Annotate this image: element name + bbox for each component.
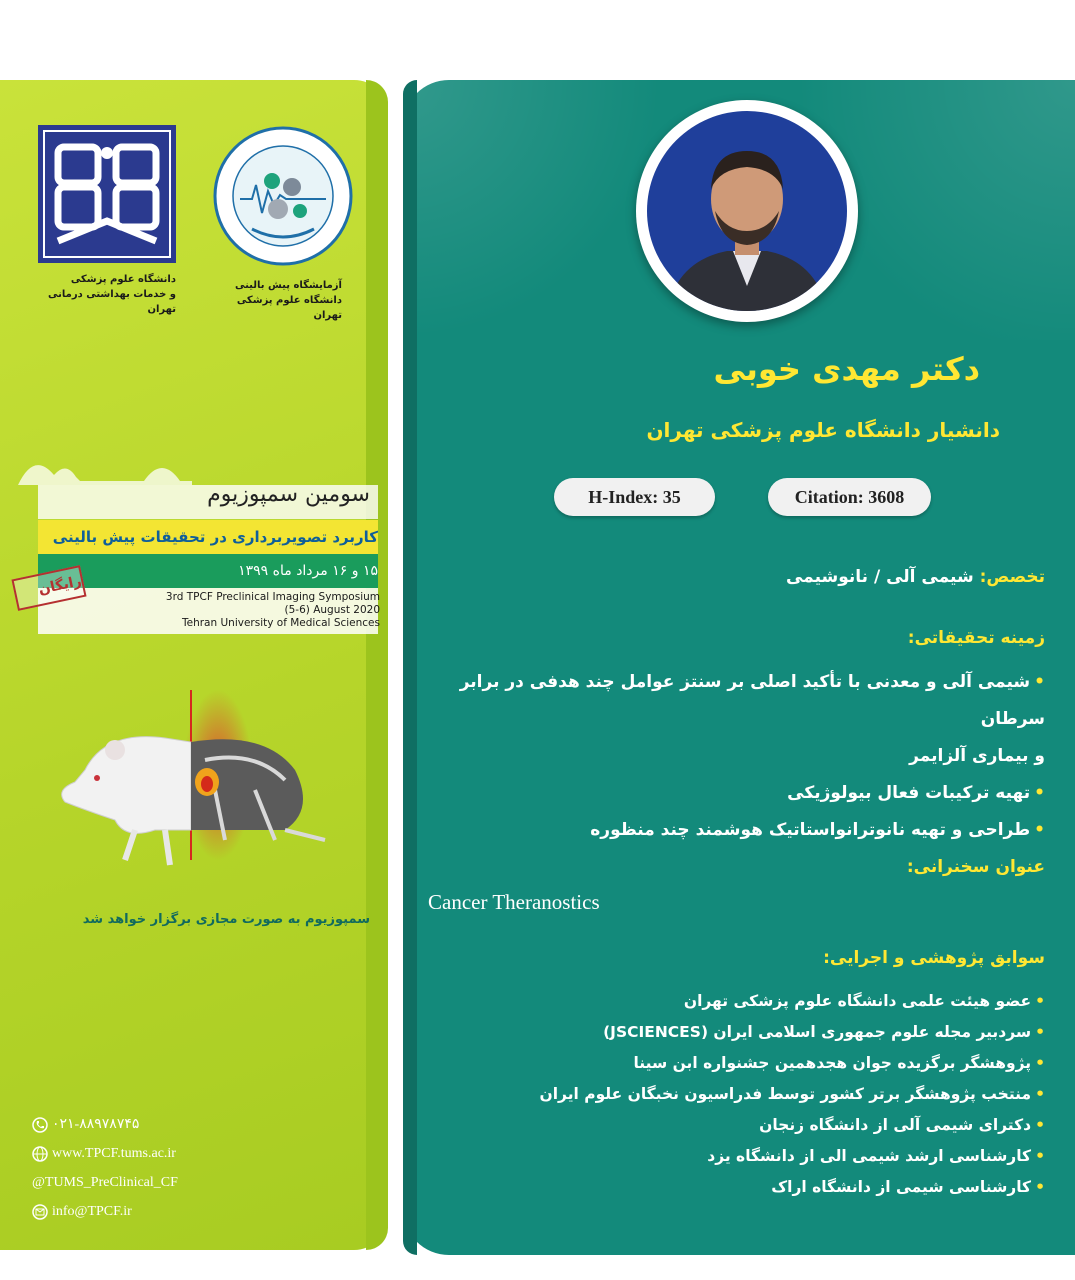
- speaker-name: دکتر مهدی خوبی: [713, 350, 980, 388]
- symposium-english-info: [90, 591, 380, 630]
- free-stamp: رایگان: [11, 565, 86, 611]
- specialty-value: شیمی آلی / نانوشیمی: [785, 567, 974, 587]
- contact-phone[interactable]: [32, 1110, 362, 1139]
- specialty-label: تخصص:: [979, 567, 1045, 587]
- facility-caption: [230, 278, 342, 323]
- symposium-title: سومین سمپوزیوم: [207, 482, 370, 507]
- career-item: • کارشناسی شیمی از دانشگاه اراک: [425, 1172, 1045, 1203]
- rat-illustration: [45, 690, 345, 875]
- citation-badge: Citation: 3608: [768, 478, 931, 516]
- career-item: • کارشناسی ارشد شیمی الی از دانشگاه یزد: [425, 1141, 1045, 1172]
- talk-heading: عنوان سخنرانی:: [906, 857, 1045, 877]
- research-item: • تهیه ترکیبات فعال بیولوژیکی: [425, 775, 1045, 812]
- symposium-en-line1: 3rd TPCF Preclinical Imaging Symposium: [165, 591, 380, 603]
- university-caption-line1: دانشگاه علوم پزشکی: [70, 274, 176, 285]
- specialty-line: [425, 567, 1045, 587]
- research-heading: زمینه تحقیقاتی:: [907, 628, 1045, 648]
- symposium-en-line2: (5-6) August 2020: [284, 604, 380, 616]
- contact-list: [32, 1110, 362, 1226]
- career-item: • پژوهشگر برگزیده جوان هجدهمین جشنواره ابن سینا: [425, 1048, 1045, 1079]
- research-list: [425, 664, 1045, 849]
- globe-icon: [32, 1146, 48, 1162]
- career-item: • منتخب پژوهشگر برتر کشور توسط فدراسیون نخبگان علوم ایران: [425, 1079, 1045, 1110]
- symposium-dates: ۱۵ و ۱۶ مرداد ماه ۱۳۹۹: [38, 554, 378, 588]
- phone-icon: [32, 1117, 48, 1133]
- contact-website-text: www.TPCF.tums.ac.ir: [52, 1145, 176, 1161]
- symposium-subtitle: کاربرد تصویربرداری در تحقیقات پیش بالینی: [38, 520, 378, 554]
- career-item: • دکترای شیمی آلی از دانشگاه زنجان: [425, 1110, 1045, 1141]
- talk-title: Cancer Theranostics: [428, 890, 600, 914]
- career-item: • سردبیر مجله علوم جمهوری اسلامی ایران (JSCIENCES): [425, 1017, 1045, 1048]
- speaker-panel-edge: [403, 80, 417, 1255]
- career-heading: سوابق پژوهشی و اجرایی:: [823, 948, 1045, 968]
- university-caption: [38, 272, 176, 317]
- university-caption-line2: و خدمات بهداشتی درمانی تهران: [48, 289, 176, 315]
- research-item: • شیمی آلی و معدنی با تأکید اصلی بر سنتز عوامل چند هدفی در برابر سرطان: [425, 664, 1045, 738]
- contact-social[interactable]: [32, 1168, 362, 1197]
- research-item-continued: و بیماری آلزایمر: [909, 746, 1045, 766]
- contact-social-text: @TUMS_PreClinical_CF: [32, 1174, 178, 1190]
- university-logo: [38, 125, 176, 263]
- left-panel-edge: [366, 80, 388, 1250]
- career-list: [425, 986, 1045, 1203]
- facility-logo: [212, 125, 354, 267]
- contact-phone-text: ۰۲۱-۸۸۹۷۸۷۴۵: [52, 1117, 140, 1132]
- speaker-affiliation: دانشیار دانشگاه علوم پزشکی تهران: [646, 418, 1000, 442]
- contact-website[interactable]: [32, 1139, 362, 1168]
- speaker-photo: [636, 100, 858, 322]
- contact-email-text: info@TPCF.ir: [52, 1203, 132, 1219]
- mail-icon: [32, 1204, 48, 1220]
- research-item: • طراحی و تهیه نانوترانواستاتیک هوشمند چند منظوره: [425, 812, 1045, 849]
- virtual-note: سمپوزیوم به صورت مجازی برگزار خواهد شد: [82, 912, 370, 927]
- h-index-badge: H-Index: 35: [554, 478, 715, 516]
- facility-caption-line1: آزمایشگاه پیش بالینی: [234, 280, 342, 291]
- symposium-en-line3: Tehran University of Medical Sciences: [182, 617, 380, 629]
- career-item: • عضو هیئت علمی دانشگاه علوم پزشکی تهران: [425, 986, 1045, 1017]
- contact-email[interactable]: [32, 1197, 362, 1226]
- facility-caption-line2: دانشگاه علوم پزشکی تهران: [236, 295, 342, 321]
